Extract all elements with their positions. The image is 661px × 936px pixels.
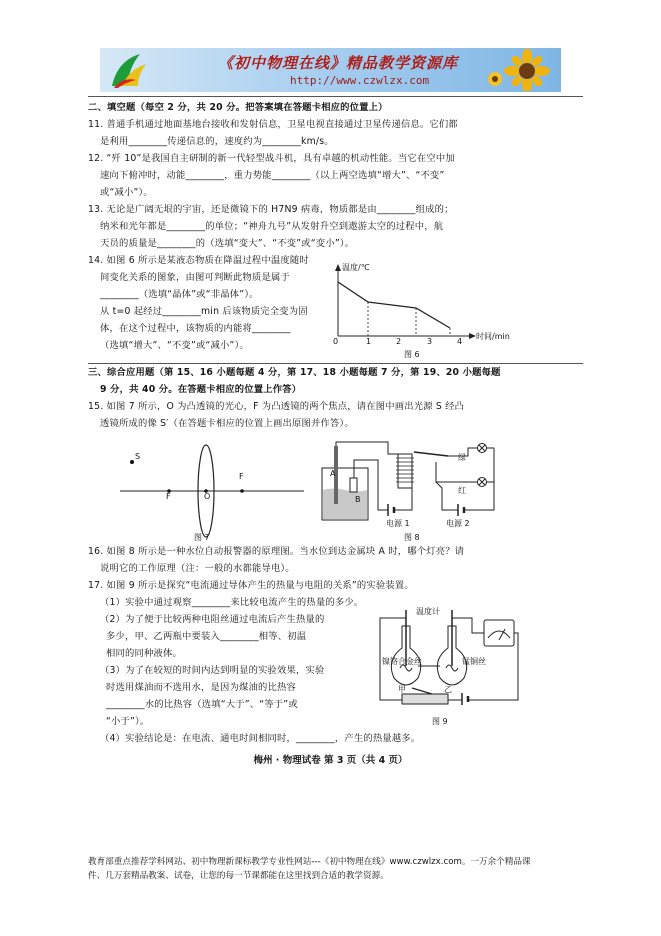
q12-line-2: 速向下俯冲时，动能________，重力势能________（以上两空选填“增大”、“不变”: [100, 170, 445, 181]
q16-line-2: 说明它的工作原理（注：一般的水都能导电）。: [100, 563, 295, 574]
fig7-caption: 图 7: [194, 533, 210, 542]
fig6-tick: 1: [366, 337, 372, 346]
q14-line-5: 体，在这个过程中，该物质的内能将________: [100, 323, 291, 334]
q15-line-2: 透镜所成的像 S′（在答题卡相应的位置上画出原图并作答）。: [100, 418, 354, 429]
fig9-label-thermometer: 温度计: [416, 607, 440, 616]
footnote-line-2: 件、几万套精品教案、试卷，让您的每一节课都能在这里找到合适的教学资源。: [88, 871, 389, 881]
fig7-label-s: S: [135, 452, 141, 461]
q14-line-2: 间变化关系的图象，由图可判断此物质是属于: [100, 272, 290, 283]
q11-line-2: 是利用________传递信息的，速度约为________km/s。: [100, 136, 334, 147]
q15-line-1: 15. 如图 7 所示，O 为凸透镜的光心，F 为凸透镜的两个焦点，请在图中画出光源 S 经凸: [88, 401, 465, 412]
fig7-label-o: O: [204, 492, 211, 501]
q17-line-5: （3）为了在较短的时间内达到明显的实验效果，实验: [100, 665, 325, 676]
fig8-label-green: 绿: [458, 453, 466, 462]
q14-line-4: 从 t=0 起经过________min 后该物质完全变为固: [100, 306, 308, 317]
q17-line-0: 17. 如图 9 所示是探究“电流通过导体产生的热量与电阻的关系”的实验装置。: [88, 580, 414, 591]
section-3-heading-1: 三、综合应用题（第 15、16 小题每题 4 分，第 17、18 小题每题 7 分，第 19、20 小题每题: [88, 367, 501, 378]
q17-line-7: ________水的比热容（选填“大于”、“等于”或: [106, 699, 298, 710]
fig9-label-jia: 甲: [398, 685, 406, 694]
q14-line-3: ________（选填“晶体”或“非晶体”）。: [100, 289, 259, 300]
fig9-caption: 图 9: [432, 717, 448, 726]
fig8-caption: 图 8: [404, 533, 420, 542]
q17-line-9: （4）实验结论是：在电流、通电时间相同时，________，产生的热量越多。: [100, 733, 421, 744]
q14-line-1: 14. 如图 6 所示是某液态物质在降温过程中温度随时: [88, 255, 309, 266]
q14-line-6: （选填“增大”、“不变”或“减小”）。: [100, 340, 249, 351]
figure-6-graph: [322, 262, 502, 354]
fig6-tick: 0: [333, 337, 339, 346]
fig9-label-nichrome: 镍铬合金丝: [382, 657, 422, 666]
q17-line-2: （2）为了便于比较两种电阻丝通过电流后产生热量的: [100, 614, 325, 625]
section-3-heading-2: 9 分，共 40 分。在答题卡相应的位置上作答）: [100, 384, 302, 395]
fig6-caption: 图 6: [404, 350, 420, 359]
q17-line-4: 相同的同种液体。: [106, 648, 182, 659]
header-banner: [100, 48, 561, 92]
fig8-label-power-2: 电源 2: [446, 519, 470, 528]
q13-line-3: 天员的质量是________的（选填“变大”、“不变”或“变小”）。: [100, 238, 355, 249]
q12-line-1: 12. “歼 10”是我国自主研制的新一代轻型战斗机，具有卓越的机动性能。当它在空中加: [88, 153, 455, 164]
figure-7-lens: [118, 440, 306, 538]
fig6-tick: 4: [457, 337, 463, 346]
mid-rule: [88, 363, 583, 364]
fig6-ylabel: 温度/℃: [342, 263, 370, 272]
q13-line-1: 13. 无论是广阔无垠的宇宙，还是微镜下的 H7N9 病毒，物质都是由________组成的；: [88, 204, 454, 215]
site-logo-icon: [106, 50, 152, 90]
fig8-label-b: B: [355, 495, 361, 504]
banner-title: 《初中物理在线》精品教学资源库: [218, 54, 459, 72]
q11-line-1: 11. 普通手机通过地面基地台接收和发射信息，卫星电视直接通过卫星传递信息。它们都: [88, 119, 458, 130]
fig7-label-f-left: F: [166, 492, 171, 501]
q13-line-2: 纳米和光年都是________的单位；“神舟九号”从发射升空到遨游太空的过程中，航: [100, 221, 444, 232]
page-footer: 梅州 · 物理试卷 第 3 页（共 4 页）: [253, 755, 408, 766]
sunflower-decoration-icon: [481, 49, 559, 91]
fig8-label-red: 红: [458, 486, 466, 495]
footnote-line-1: 教育部重点推荐学科网站、初中物理新课标教学专业性网站---《初中物理在线》www.czwlzx.com。一万余个精品课: [88, 857, 531, 867]
q16-line-1: 16. 如图 8 所示是一种水位自动报警器的原理图。当水位到达金属块 A 时，哪个灯亮？请: [88, 546, 465, 557]
q17-line-8: “小于”）。: [106, 716, 150, 727]
fig9-label-yi: 乙: [444, 685, 452, 694]
fig8-label-power-1: 电源 1: [386, 519, 410, 528]
fig7-label-f-right: F: [239, 472, 244, 481]
q17-line-3: 多少，甲、乙两瓶中要装入________相等、初温: [106, 631, 307, 642]
q17-line-6: 时选用煤油而不选用水，是因为煤油的比热容: [106, 682, 296, 693]
section-2-heading: 二、填空题（每空 2 分，共 20 分。把答案填在答题卡相应的位置上）: [88, 102, 388, 113]
q12-line-3: 或“减小”）。: [100, 187, 153, 198]
fig6-tick: 3: [427, 337, 433, 346]
fig6-xlabel: 时间/min: [476, 332, 510, 341]
fig8-label-a: A: [330, 469, 336, 478]
banner-url: http://www.czwlzx.com: [290, 74, 430, 87]
fig9-label-manganin: 锰铜丝: [462, 657, 486, 666]
fig6-tick: 2: [396, 337, 402, 346]
q17-line-1: （1）实验中通过观察________来比较电流产生的热量的多少。: [100, 597, 364, 608]
top-rule: [88, 96, 583, 97]
